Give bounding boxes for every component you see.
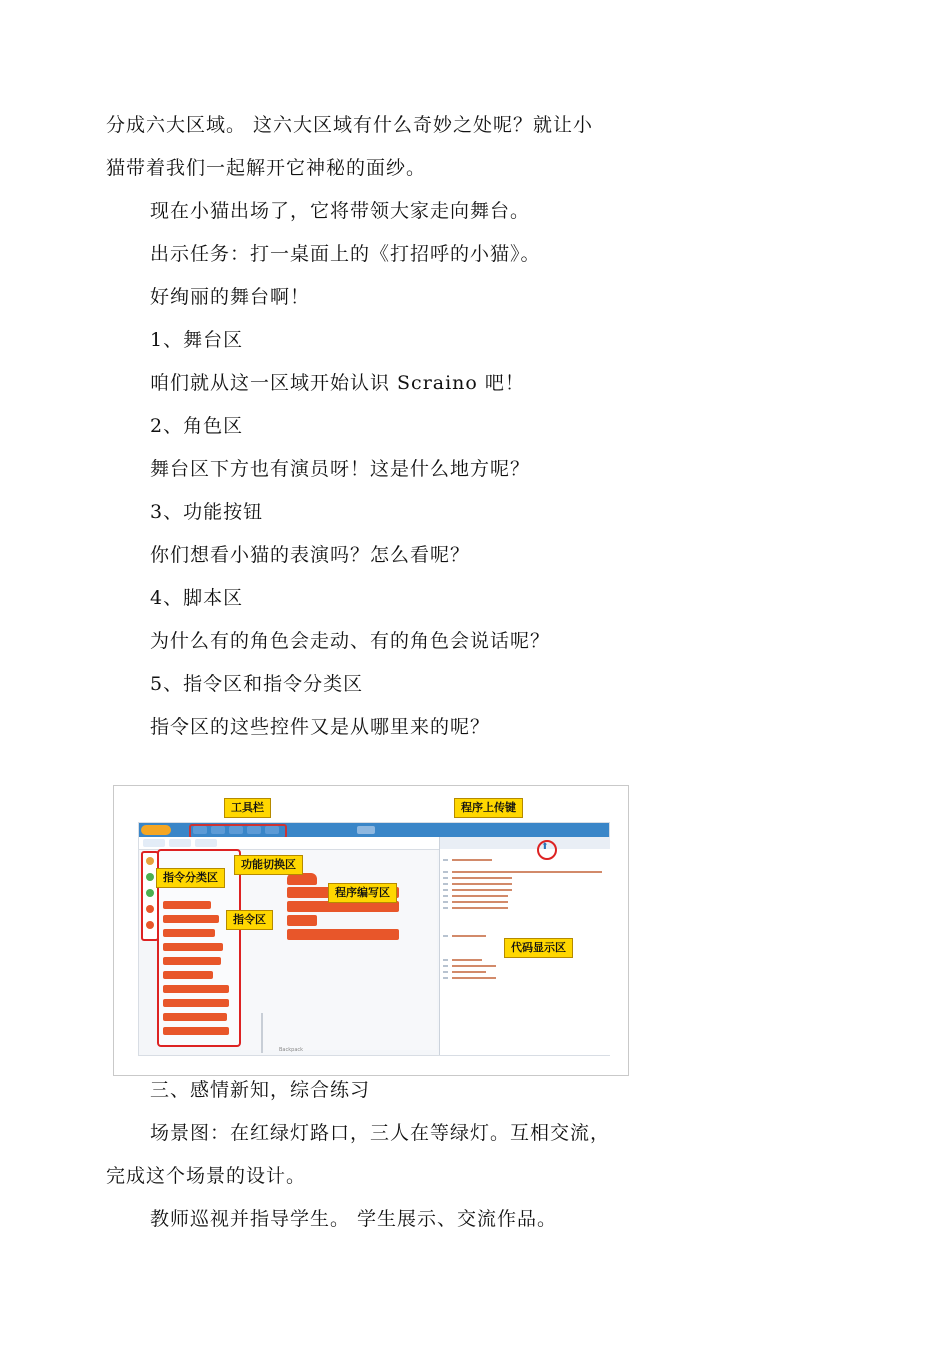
paragraph-line: 场景图：在红绿灯路口，三人在等绿灯。互相交流， bbox=[150, 1122, 611, 1144]
block bbox=[163, 985, 229, 993]
line-number bbox=[443, 895, 448, 897]
script-block bbox=[287, 929, 399, 940]
callout-function-switch: 功能切换区 bbox=[234, 855, 303, 875]
code-line bbox=[452, 883, 512, 885]
script-block bbox=[287, 915, 317, 926]
paragraph-line: 好绚丽的舞台啊！ bbox=[150, 286, 311, 308]
paragraph-line: 出示任务：打一桌面上的《打招呼的小猫》。 bbox=[150, 243, 541, 265]
section-heading: 3、功能按钮 bbox=[150, 501, 264, 523]
line-number bbox=[443, 877, 448, 879]
logo bbox=[141, 825, 171, 835]
paragraph-line: 为什么有的角色会走动、有的角色会说话呢？ bbox=[150, 630, 551, 652]
line-number bbox=[443, 977, 448, 979]
block bbox=[163, 929, 215, 937]
scraino-interface-figure bbox=[113, 785, 629, 1076]
section-heading: 三、感情新知，综合练习 bbox=[150, 1079, 371, 1101]
callout-script-edit: 程序编写区 bbox=[328, 883, 397, 903]
block bbox=[163, 943, 223, 951]
block bbox=[163, 971, 213, 979]
backpack-label: Backpack bbox=[279, 1047, 304, 1053]
tab bbox=[195, 839, 217, 847]
code-line bbox=[452, 935, 486, 937]
block bbox=[163, 915, 219, 923]
callout-category: 指令分类区 bbox=[156, 868, 225, 888]
line-number bbox=[443, 907, 448, 909]
line-number bbox=[443, 935, 448, 937]
code-line bbox=[452, 965, 496, 967]
tab bbox=[169, 839, 191, 847]
category-dot bbox=[146, 873, 154, 881]
script-workspace bbox=[241, 850, 437, 1050]
block bbox=[163, 1027, 229, 1035]
line-number bbox=[443, 965, 448, 967]
line-number bbox=[443, 901, 448, 903]
paragraph-line: 猫带着我们一起解开它神秘的面纱。 bbox=[106, 157, 427, 179]
callout-upload: 程序上传键 bbox=[454, 798, 523, 818]
toolbar bbox=[139, 823, 609, 837]
line-number bbox=[443, 971, 448, 973]
line-number bbox=[443, 959, 448, 961]
code-panel-header bbox=[440, 837, 610, 849]
code-line bbox=[452, 901, 508, 903]
callout-code-display: 代码显示区 bbox=[504, 938, 573, 958]
block bbox=[163, 901, 211, 909]
category-dot bbox=[146, 921, 154, 929]
category-dot bbox=[146, 905, 154, 913]
section-heading: 5、指令区和指令分类区 bbox=[150, 673, 364, 695]
code-line bbox=[452, 959, 482, 961]
paragraph-line: 现在小猫出场了，它将带领大家走向舞台。 bbox=[150, 200, 531, 222]
block bbox=[163, 957, 221, 965]
connect-button bbox=[357, 826, 375, 834]
paragraph-line: 你们想看小猫的表演吗？怎么看呢？ bbox=[150, 544, 471, 566]
code-line bbox=[452, 895, 508, 897]
code-line bbox=[452, 971, 486, 973]
code-line bbox=[452, 859, 492, 861]
paragraph-line: 教师巡视并指导学生。 学生展示、交流作品。 bbox=[150, 1208, 558, 1230]
code-line bbox=[452, 871, 602, 873]
paragraph-line: 舞台区下方也有演员呀！这是什么地方呢？ bbox=[150, 458, 531, 480]
line-number bbox=[443, 871, 448, 873]
code-line bbox=[452, 877, 512, 879]
paragraph-line: 完成这个场景的设计。 bbox=[106, 1165, 307, 1187]
callout-blocks: 指令区 bbox=[226, 910, 273, 930]
paragraph-line: 指令区的这些控件又是从哪里来的呢？ bbox=[150, 716, 491, 738]
category-dot bbox=[146, 889, 154, 897]
scrollbar bbox=[261, 1013, 263, 1053]
tab bbox=[143, 839, 165, 847]
block bbox=[163, 999, 229, 1007]
code-line bbox=[452, 907, 508, 909]
category-dot bbox=[146, 857, 154, 865]
block bbox=[163, 1013, 227, 1021]
section-heading: 4、脚本区 bbox=[150, 587, 244, 609]
code-line bbox=[452, 977, 496, 979]
callout-toolbar: 工具栏 bbox=[224, 798, 271, 818]
section-heading: 2、角色区 bbox=[150, 415, 244, 437]
section-heading: 1、舞台区 bbox=[150, 329, 244, 351]
line-number bbox=[443, 859, 448, 861]
upload-icon: ⬆ bbox=[541, 842, 549, 852]
line-number bbox=[443, 889, 448, 891]
line-number bbox=[443, 883, 448, 885]
paragraph-line: 咱们就从这一区域开始认识 Scraino 吧！ bbox=[150, 372, 525, 394]
paragraph-line: 分成六大区域。 这六大区域有什么奇妙之处呢？就让小 bbox=[106, 114, 594, 136]
code-line bbox=[452, 889, 512, 891]
